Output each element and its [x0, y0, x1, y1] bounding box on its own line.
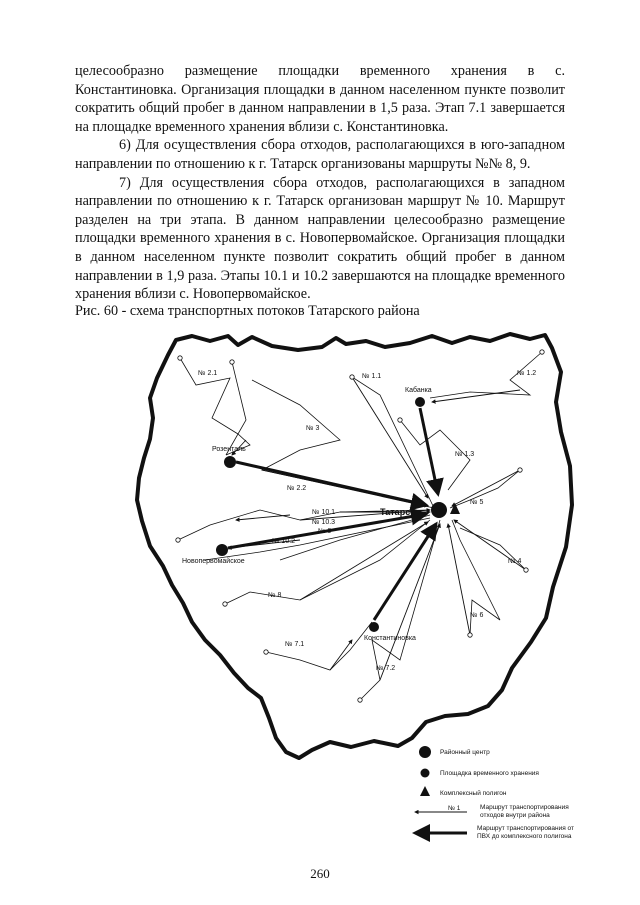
- storage-rozental: [224, 456, 236, 468]
- origin-point: [264, 650, 268, 654]
- legend-storage-symbol: [421, 769, 430, 778]
- arrow-7-1: [330, 640, 352, 670]
- paragraph-3: 7) Для осуществления сбора отходов, располагающихся в западном направлении по отношению к г. Татарск организован маршрут № 10. Маршрут разделен на три этапа. В данном направлении целесообразно размещение площадки временного хранения в с. Новопервомайское. Организация площадки в данном населенном пункте позволит сократить общий пробег в данном направлении в 1,9 раза. Этапы 10.1 и 10.2 завершаются на площадке временного хранения вблизи с. Новопервомайское.: [75, 174, 565, 303]
- legend-district-center: Районный центр: [440, 749, 490, 756]
- route-label: № 9: [318, 528, 332, 535]
- route-2-1-link: [226, 362, 246, 455]
- legend-district-center-symbol: [419, 746, 431, 758]
- origin-point: [178, 356, 182, 360]
- origin-point: [518, 468, 522, 472]
- route-label: № 1.3: [455, 451, 475, 458]
- paragraph-2: 6) Для осуществления сбора отходов, располагающихся в юго-западном направлении по отношению к г. Татарск организованы маршруты №№ 8, 9.: [75, 137, 565, 172]
- storage-kabanka: [415, 397, 425, 407]
- district-center-tatarsk: [431, 502, 447, 518]
- legend-route-landfill-1: Маршрут транспортирования от: [477, 825, 574, 832]
- center-label: Татарск: [380, 507, 415, 517]
- thick-arrow-konstantinovka: [374, 524, 436, 620]
- legend-route-number: № 1: [448, 805, 461, 812]
- origin-point: [468, 633, 472, 637]
- route-label: № 4: [508, 558, 522, 565]
- route-label: № 7.2: [376, 665, 396, 672]
- storage-konstantinovka: [369, 622, 379, 632]
- thick-arrow-rozental: [236, 462, 426, 505]
- settlement-novopervomayskoe: Новопервомайское: [182, 558, 245, 565]
- route-3-line: [252, 380, 434, 508]
- origin-point: [524, 568, 528, 572]
- origin-point: [350, 375, 354, 379]
- settlement-kabanka: Кабанка: [405, 387, 432, 394]
- origin-point: [540, 350, 544, 354]
- district-boundary: [137, 334, 572, 758]
- legend-landfill-symbol: [420, 786, 430, 796]
- legend-route-landfill-2: ПВХ до комплексного полигона: [477, 833, 572, 840]
- route-label: № 10.1: [312, 509, 336, 516]
- page-number: 260: [310, 866, 330, 881]
- legend-storage: Площадка временного хранения: [440, 770, 539, 777]
- storage-novopervomayskoe: [216, 544, 228, 556]
- legend-route-internal-2: отходов внутри района: [480, 812, 550, 819]
- paragraph-1: целесообразно размещение площадки временного хранения в с. Константиновка. Организация площадки в данном населенном пункте позволит сократить общий пробег в данном направлении в 1,5 раза. Этап 7.1 завершается на площадке временного хранения вблизи с. Константиновка.: [75, 63, 565, 135]
- origin-point: [230, 360, 234, 364]
- thick-arrow-kabanka: [420, 408, 438, 494]
- route-label: № 10.2: [272, 538, 296, 545]
- legend-landfill: Комплексный полигон: [440, 790, 507, 797]
- route-label: № 7.1: [285, 641, 305, 648]
- figure-caption: Рис. 60 - схема транспортных потоков Татарского района: [75, 303, 420, 319]
- settlement-rozental: Розенталь: [212, 446, 246, 453]
- origin-point: [223, 602, 227, 606]
- route-7-2-line: [360, 520, 440, 700]
- route-label: № 2.2: [287, 485, 307, 492]
- arrow-6: [448, 524, 470, 635]
- map-legend: [415, 746, 574, 840]
- route-label: № 5: [470, 499, 484, 506]
- arrow-1-1: [352, 377, 428, 498]
- arrow-left-10: [236, 515, 290, 520]
- arrow-7-2: [380, 524, 440, 680]
- arrow-5: [452, 470, 520, 506]
- route-label: № 2.1: [198, 370, 218, 377]
- route-label: № 8: [268, 592, 282, 599]
- legend-route-internal-1: Маршрут транспортирования: [480, 804, 569, 811]
- route-label: № 1.1: [362, 373, 382, 380]
- origin-point: [398, 418, 402, 422]
- origin-point: [176, 538, 180, 542]
- route-label: № 6: [470, 612, 484, 619]
- origin-point: [358, 698, 362, 702]
- route-label: № 3: [306, 425, 320, 432]
- settlement-konstantinovka: Константиновка: [364, 635, 416, 642]
- route-label: № 1.2: [517, 370, 537, 377]
- route-7-1-line: [266, 622, 372, 670]
- route-label: № 10.3: [312, 519, 336, 526]
